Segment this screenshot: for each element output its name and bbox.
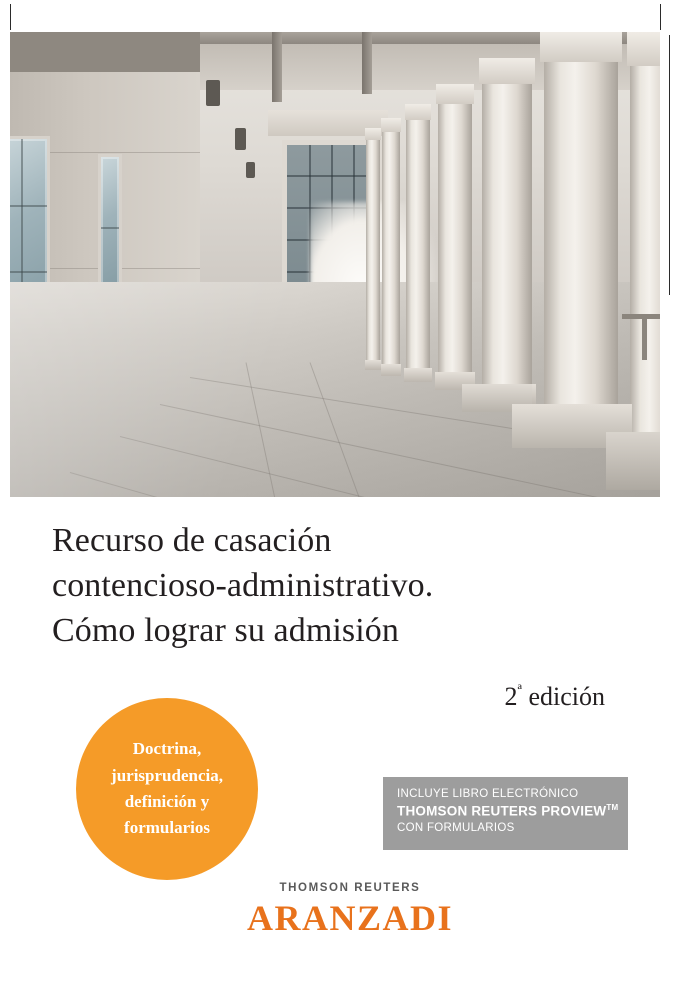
proview-brand: THOMSON REUTERS PROVIEW (397, 803, 607, 819)
column (630, 32, 660, 462)
features-badge-text (111, 736, 223, 841)
book-title (52, 518, 632, 654)
column-plinth (606, 432, 660, 490)
badge-line-4: formularios (124, 818, 210, 838)
proview-strip (383, 777, 628, 850)
ceiling-beam (272, 32, 282, 102)
edition-ordinal: ª (517, 682, 522, 700)
publisher-brand: THOMSON REUTERS (279, 882, 421, 894)
crop-mark-right (669, 35, 670, 295)
edition-word: edición (521, 682, 605, 711)
column (382, 118, 400, 376)
badge-line-2: jurisprudencia, (111, 765, 223, 785)
cover-photo (10, 32, 660, 497)
ceiling-lamp (206, 80, 220, 106)
publisher-imprint: ARANZADI (246, 898, 453, 938)
trademark-symbol: TM (606, 803, 619, 812)
handrail (622, 314, 660, 319)
publisher-logo (0, 882, 700, 939)
handrail-post (642, 314, 647, 360)
column (366, 128, 380, 370)
title-line-1: Recurso de casación (52, 522, 332, 559)
ceiling-lamp (246, 162, 255, 178)
features-badge (76, 698, 258, 880)
badge-line-3: definición y (124, 792, 210, 811)
ceiling-lamp (235, 128, 246, 150)
left-wall-top-band (10, 32, 200, 72)
proview-line-3: CON FORMULARIOS (397, 821, 515, 834)
ceiling-beam (362, 32, 372, 94)
proview-line-2 (397, 803, 628, 819)
column (544, 32, 618, 432)
column (438, 84, 472, 390)
title-line-2: contencioso-administrativo. (52, 567, 434, 605)
crop-mark-top-left (10, 4, 11, 30)
title-line-3: Cómo lograr su admisión (52, 612, 399, 650)
edition-label (505, 682, 605, 712)
crop-mark-top-right (660, 4, 661, 30)
proview-line-1: INCLUYE LIBRO ELECTRÓNICO (397, 788, 579, 800)
column (406, 104, 430, 382)
column (482, 58, 532, 406)
badge-line-1: Doctrina, (132, 739, 202, 759)
edition-number: 2 (504, 682, 518, 711)
